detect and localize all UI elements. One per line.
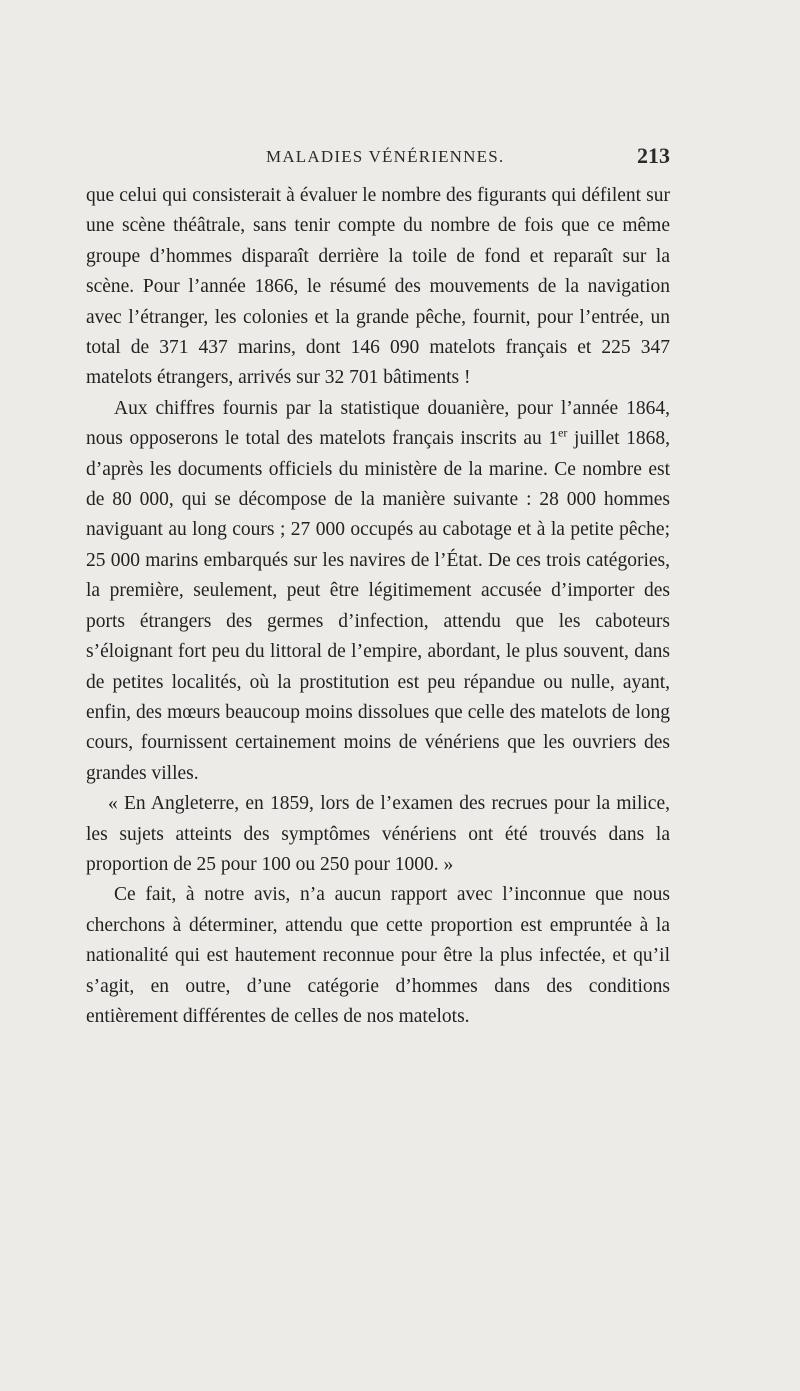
paragraph-3-quote: « En Angleterre, en 1859, lors de l’examen des recrues pour la milice, les sujets atteints des symptômes vénériens ont été trouvés dans la proportion de 25 pour 100 ou 250 pour 1000. » [86, 793, 670, 875]
paragraph-2-end: juillet 1868, d’après les documents officiels du ministère de la marine. Ce nombre est de 80 000, qui se décompose de la manière suivante : 28 000 hommes naviguant au long cours ; 27 000 occupés au cabotage et à la petite pêche; 25 000 marins embarqués sur les navires de l’État. De ces trois catégories, la première, seulement, peut être légitimement accusée d’importer des ports étrangers des germes d’infection, attendu que les caboteurs s’éloignant fort peu du littoral de l’empire, abordant, le plus souvent, dans de petites localités, où la prostitution est peu répandue ou nulle, ayant, enfin, des mœurs beaucoup moins dissolues que celle des matelots de long cours, fournissent certainement moins de vénériens que les ouvriers des grandes villes. [86, 428, 670, 784]
body-text [86, 181, 670, 1032]
page-number: 213 [637, 143, 670, 168]
page-header [86, 143, 670, 173]
paragraph-2 [86, 394, 670, 789]
ordinal-superscript: er [558, 425, 568, 440]
paragraph-1: que celui qui consisterait à évaluer le nombre des figurants qui défilent sur une scène théâtrale, sans tenir compte du nombre de fois que ce même groupe d’hommes disparaît derrière la toile de fond et reparaît sur la scène. Pour l’année 1866, le résumé des mouvements de la navigation avec l’étranger, les colonies et la grande pêche, fournit, pour l’entrée, un total de 371 437 marins, dont 146 090 matelots français et 225 347 matelots étrangers, arrivés sur 32 701 bâtiments ! [86, 185, 670, 389]
paragraph-4: Ce fait, à notre avis, n’a aucun rapport avec l’inconnue que nous cherchons à déterminer, attendu que cette proportion est empruntée à la nationalité qui est hautement reconnue pour être la plus infectée, et qu’il s’agit, en outre, d’une catégorie d’hommes dans des conditions entièrement différentes de celles de nos matelots. [86, 884, 670, 1027]
running-title: MALADIES VÉNÉRIENNES. [266, 147, 505, 166]
paragraph-2-start: Aux chiffres fournis par la statistique douanière, pour l’année 1864, nous opposerons le total des matelots français inscrits au 1 [86, 397, 670, 450]
